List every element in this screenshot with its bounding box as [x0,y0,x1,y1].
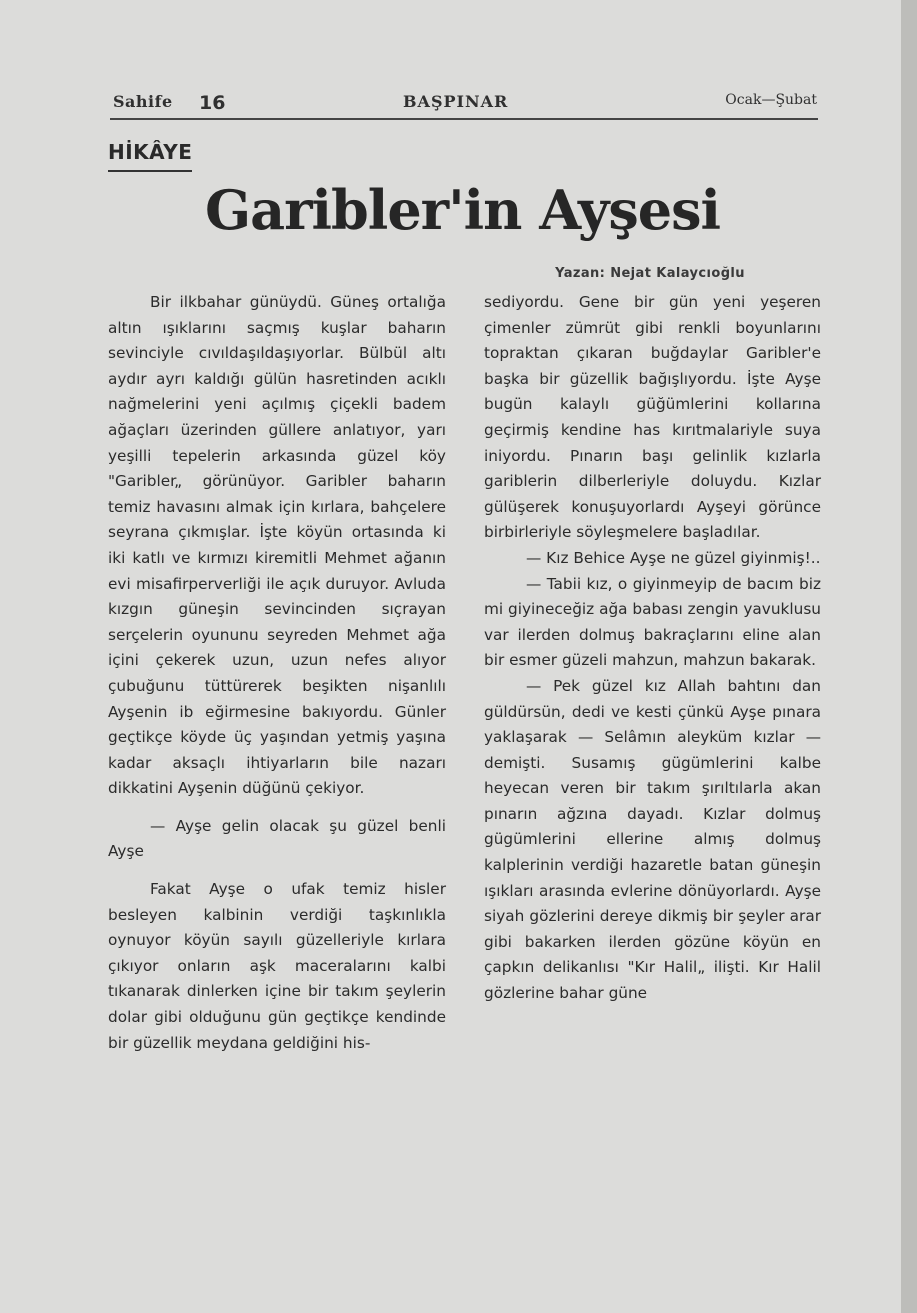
page-number: 16 [199,92,226,114]
paragraph: — Tabii kız, o giyinmeyip de bacım biz mi giyineceğiz ağa babası zengin yavuklusu var ilerden dolmuş bakraçlarını eline alan bir esmer güzeli mahzun, mahzun bakarak. [484,574,821,670]
left-column [108,290,446,1056]
paragraph: — Ayşe gelin olacak şu güzel benli Ayşe [108,816,446,861]
section-rule [108,170,192,172]
paragraph: — Kız Behice Ayşe ne güzel giyinmiş!.. [526,548,821,567]
story-title: Garibler'in Ayşesi [204,178,720,242]
issue-date: Ocak—Şubat [725,92,817,108]
paragraph: — Pek güzel kız Allah bahtını dan güldürsün, dedi ve kesti çünkü Ayşe pınara yaklaşarak — Selâmın aleyküm kızlar — demişti. Susamış gügümlerini kalbe heyecan veren bir takım şırıltılarla akan pınarın ağzına dayadı. Kızlar dolmuş gügümlerini ellerine almış dolmuş kalplerinin verdiği hazaretle batan güneşin ışıkları arasında evlerine dönüyorlardı. Ayşe siyah gözlerini dereye dikmiş bir şeyler arar gibi bakarken ilerden gözüne köyün en çapkın delikanlısı "Kır Halil„ ilişti. Kır Halil gözlerine bahar güne [484,676,821,1003]
journal-name: BAŞPINAR [403,92,509,111]
page-header [113,92,817,114]
paragraph: Bir ilkbahar günüydü. Güneş ortalığa altın ışıklarını saçmış kuşlar baharın sevinciyle cıvıldaşıldaşıyorlar. Bülbül altı aydır ayrı kaldığı gülün hasretinden acıklı nağmelerini yeni açılmış çiçekli badem ağaçları üzerinden güllere anlatıyor, yarı yeşilli tepelerin arkasında güzel köy "Garibler„ görünüyor. Garibler baharın temiz havasını almak için kırlara, bahçelere seyrana çıkmışlar. İşte köyün ortasında ki iki katlı ve kırmızı kiremitli Mehmet ağanın evi misafirperverliği ile açık duruyor. Avluda kızgın güneşin sevincinden sıçrayan serçelerin oyununu seyreden Mehmet ağa içini çekerek uzun, uzun nefes alıyor çubuğunu tüttürerek beşikten nişanlılı Ayşenin ib eğirmesine bakıyordu. Günler geçtikçe köyde üç yaşından yetmiş yaşına kadar aksaçlı ihtiyarların bile nazarı dikkatini Ayşenin düğünü çekiyor. [108,293,446,798]
byline: Yazan: Nejat Kalaycıoğlu [555,266,745,281]
header-rule [110,118,818,120]
right-column [484,290,821,1007]
paragraph: Fakat Ayşe o ufak temiz hisler besleyen kalbinin verdiği taşkınlıkla oynuyor köyün sayılı güzelleriyle kırlara çıkıyor onların aşk maceralarını kalbi tıkanarak dinlerken içine bir takım şeylerin dolar gibi olduğunu gün geçtikçe kendinde bir güzellik meydana geldiğini his- [108,880,446,1052]
page-label: Sahife [113,92,173,111]
section-label: HİKÂYE [108,140,193,164]
paragraph: sediyordu. Gene bir gün yeni yeşeren çimenler zümrüt gibi renkli boyunlarını topraktan çıkaran buğdaylar Garibler'e başka bir güzellik bağışlıyordu. İşte Ayşe bugün kalaylı güğümlerini kollarına geçirmiş kendine has kırıtmalariyle suya iniyordu. Pınarın başı gelinlik kızlarla gariblerin dilberleriyle doluydu. Kızlar gülüşerek konuşuyorlardı Ayşeyi görünce birbirleriyle söyleşmelere başladılar. [484,293,821,542]
